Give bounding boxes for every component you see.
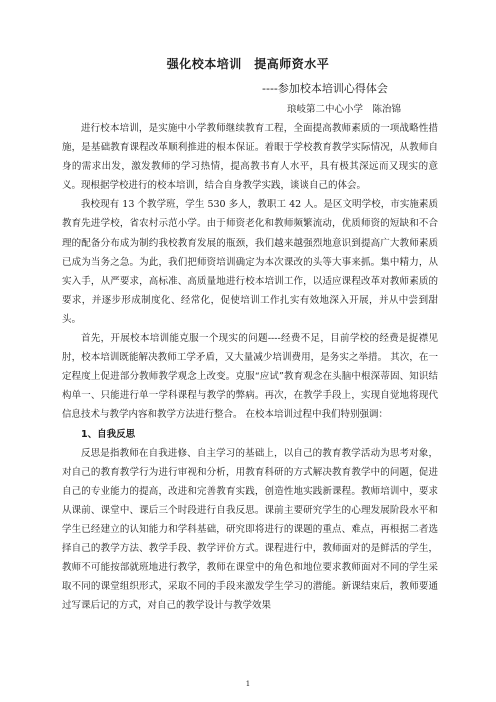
- document-body: [62, 119, 438, 615]
- section-paragraph: 反思是指教师在自我进修、自主学习的基础上，以自己的教育教学活动为思考对象，对自己的教育教学行为进行审视和分析，用教育科研的方式解决教育教学中的问题，促进自己的专业能力的提高，改进和完善教育实践，创造性地实践新课程。教师培训中，要求从课前、课堂中、课后三个时段进行自我反思。课前主要研究学生的心理发展阶段水平和学生已经建立的认知能力和学科基础，研究即将进行的课题的重点、难点，再根据二者选择自己的教学方法、教学手段、教学评价方式。课程进行中，教师面对的是鲜活的学生，教师不可能按部就班地进行教学，教师在课堂中的角色和地位要求教师面对不同的学生采取不同的课堂组织形式，采取不同的手段来激发学生学习的潜能。新课结束后，教师要通过写课后记的方式，对自己的教学设计与教学效果: [62, 447, 438, 612]
- document-subtitle: ----参加校本培训心得体会: [262, 82, 388, 95]
- document-author: 琅岐第二中心小学 陈治锦: [287, 104, 402, 115]
- body-paragraph: 我校现有 13 个教学班，学生 530 多人，教职工 42 人。是区文明学校，市实施素质教育先进学校，省农村示范小学。由于师资老化和教师频繁流动，优质师资的短缺和不合理的配备分布成为制约我校教育发展的瓶颈，我们越来越强烈地意识到提高广大教师素质已成为当务之急。为此，我们把师资培训确定为本次课改的头等大事来抓。集中精力，从实入手，从严要求，高标准、高质量地进行校本培训工作，以适应课程改革对教师素质的要求，并逐步形成制度化、经常化，促使培训工作扎实有效地深入开展，并从中尝到甜头。: [62, 199, 438, 325]
- body-paragraph: 首先，开展校本培训能克服一个现实的问题----经费不足，目前学校的经费是捉襟见肘，校本培训既能解决教师工学矛盾，又大量减少培训费用，是务实之举措。 其次，在一定程度上促进部分教师教学观念上改变。克服“应试”教育观念在头脑中根深蒂固、知识结构单一、只能进行单一学科课程与教学的弊病。再次，在教学手段上，实现自觉地将现代信息技术与教学内容和教学方法进行整合。 在校本培训过程中我们特别强调：: [62, 333, 438, 421]
- section-heading: 1、自我反思: [81, 428, 136, 440]
- body-paragraph: 进行校本培训，是实施中小学教师继续教育工程，全面提高教师素质的一项战略性措施，是基础教育课程改革顺利推进的根本保证。着眼于学校教育教学实际情况，从教师自身的需求出发，激发教师的学习热情，提高教书育人水平，具有极其深远而又现实的意义。现根据学校进行的校本培训，结合自身教学实践，谈谈自己的体会。: [62, 123, 438, 192]
- page-number: 1: [245, 680, 251, 688]
- document-title: 强化校本培训 提高师资水平: [166, 57, 330, 71]
